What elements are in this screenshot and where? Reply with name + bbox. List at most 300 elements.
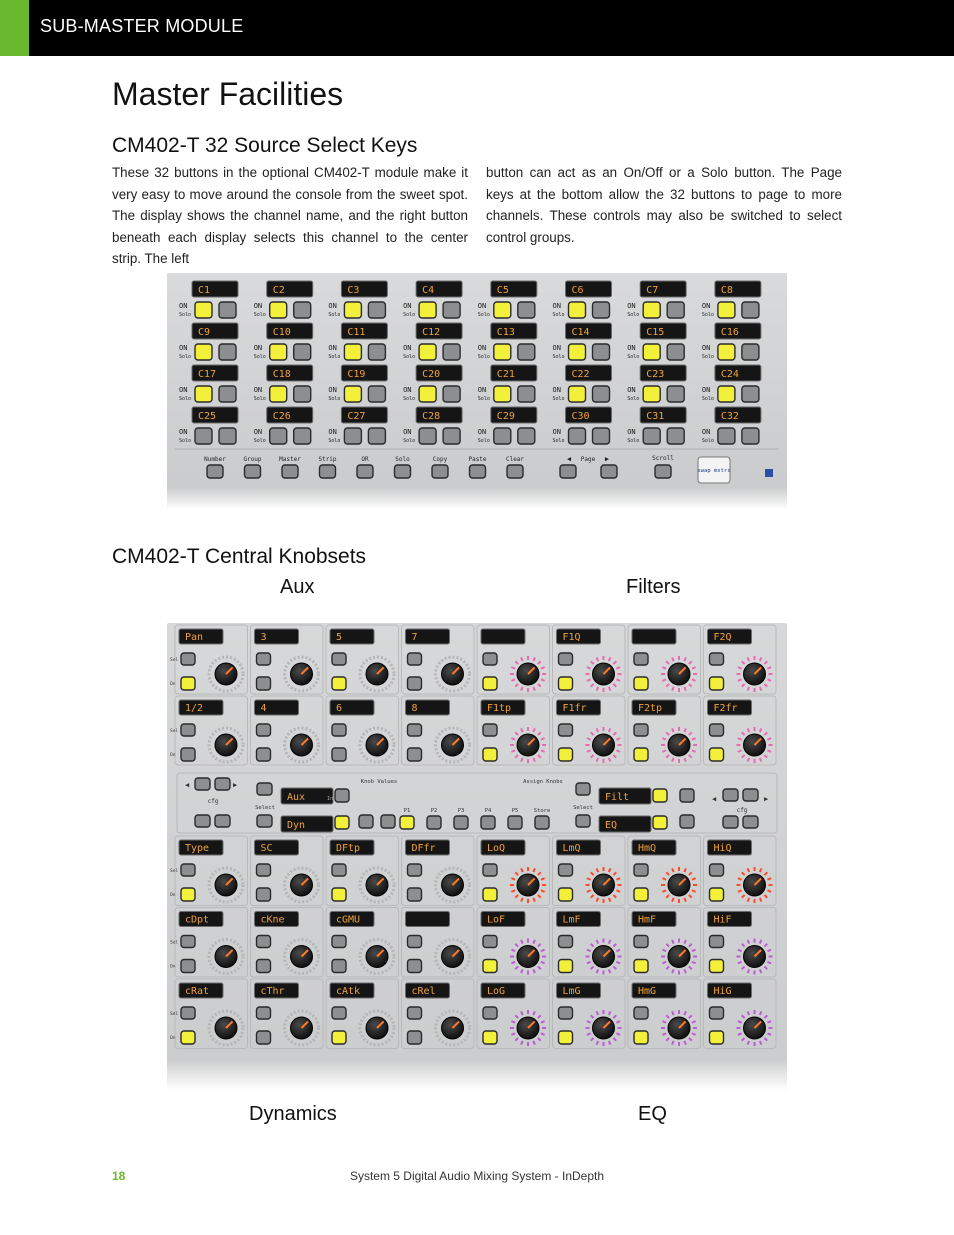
unlit-button[interactable]: [742, 302, 759, 318]
unlit-button[interactable]: [195, 428, 212, 444]
unlit-button[interactable]: [710, 936, 724, 948]
knob-led[interactable]: [597, 687, 599, 691]
unlit-button[interactable]: [508, 816, 522, 829]
knob-led[interactable]: [748, 940, 750, 944]
knob-values-label[interactable]: Knob Values: [360, 779, 398, 785]
knob-led[interactable]: [760, 687, 762, 691]
knob-led[interactable]: [767, 950, 771, 952]
knob-led[interactable]: [662, 750, 666, 752]
unlit-button[interactable]: [569, 428, 586, 444]
unlit-button[interactable]: [368, 428, 385, 444]
unlit-button[interactable]: [593, 386, 610, 402]
unlit-button[interactable]: [742, 344, 759, 360]
knob-led[interactable]: [511, 1033, 515, 1035]
unlit-button[interactable]: [507, 465, 523, 478]
knob-led[interactable]: [511, 679, 515, 681]
unlit-button[interactable]: [257, 677, 271, 690]
knob-led[interactable]: [521, 868, 523, 872]
knob-led[interactable]: [533, 687, 535, 691]
knob-led[interactable]: [609, 940, 611, 944]
knob-led[interactable]: [511, 950, 515, 952]
lit-button[interactable]: [559, 1031, 573, 1044]
unlit-button[interactable]: [667, 302, 684, 318]
unlit-button[interactable]: [427, 816, 441, 829]
knob-led[interactable]: [511, 878, 515, 880]
unlit-button[interactable]: [593, 344, 610, 360]
knob-led[interactable]: [533, 758, 535, 762]
lit-button[interactable]: [710, 1031, 724, 1044]
knob-led[interactable]: [662, 962, 666, 964]
knob-led[interactable]: [511, 1021, 515, 1023]
unlit-button[interactable]: [359, 815, 373, 828]
knob-led[interactable]: [533, 868, 535, 872]
unlit-button[interactable]: [219, 428, 236, 444]
lit-button[interactable]: [419, 344, 436, 360]
assign-knobs-label[interactable]: Assign Knobs: [523, 779, 563, 785]
lit-button[interactable]: [634, 748, 648, 761]
lit-button[interactable]: [634, 960, 648, 973]
unlit-button[interactable]: [181, 748, 195, 761]
unlit-button[interactable]: [667, 344, 684, 360]
lit-button[interactable]: [483, 1031, 497, 1044]
lit-button[interactable]: [344, 344, 361, 360]
knob-led[interactable]: [616, 1033, 620, 1035]
knob-led[interactable]: [511, 962, 515, 964]
lit-button[interactable]: [634, 888, 648, 901]
unlit-button[interactable]: [723, 816, 738, 828]
lit-button[interactable]: [634, 677, 648, 690]
unlit-button[interactable]: [257, 864, 271, 876]
lit-button[interactable]: [494, 386, 511, 402]
unlit-button[interactable]: [443, 302, 460, 318]
unlit-button[interactable]: [408, 1031, 422, 1044]
knob-led[interactable]: [533, 728, 535, 732]
unlit-button[interactable]: [270, 428, 287, 444]
unlit-button[interactable]: [195, 778, 210, 790]
unlit-button[interactable]: [443, 428, 460, 444]
knob-led[interactable]: [738, 950, 742, 952]
lit-button[interactable]: [710, 960, 724, 973]
unlit-button[interactable]: [181, 724, 195, 736]
bottom-key-label[interactable]: OR: [361, 456, 369, 463]
unlit-button[interactable]: [593, 302, 610, 318]
knob-led[interactable]: [521, 940, 523, 944]
knob-led[interactable]: [672, 940, 674, 944]
lit-button[interactable]: [559, 960, 573, 973]
unlit-button[interactable]: [282, 465, 298, 478]
knob-led[interactable]: [767, 1033, 771, 1035]
unlit-button[interactable]: [680, 789, 694, 802]
knob-led[interactable]: [597, 1011, 599, 1015]
unlit-button[interactable]: [559, 653, 573, 665]
unlit-button[interactable]: [344, 428, 361, 444]
knob-led[interactable]: [767, 962, 771, 964]
unlit-button[interactable]: [408, 936, 422, 948]
preset-key-label[interactable]: Store: [533, 808, 551, 814]
knob-led[interactable]: [684, 898, 686, 902]
lit-button[interactable]: [270, 386, 287, 402]
knob-led[interactable]: [767, 878, 771, 880]
lit-button[interactable]: [710, 748, 724, 761]
knob-led[interactable]: [541, 962, 545, 964]
knob-led[interactable]: [597, 898, 599, 902]
knob-led[interactable]: [616, 738, 620, 740]
knob-led[interactable]: [767, 1021, 771, 1023]
unlit-button[interactable]: [219, 302, 236, 318]
knob-led[interactable]: [760, 1041, 762, 1045]
unlit-button[interactable]: [332, 653, 346, 665]
knob-led[interactable]: [760, 969, 762, 973]
knob-led[interactable]: [748, 868, 750, 872]
knob-led[interactable]: [662, 1033, 666, 1035]
knob-led[interactable]: [597, 940, 599, 944]
preset-key-label[interactable]: P1: [403, 808, 411, 814]
unlit-button[interactable]: [710, 1007, 724, 1019]
unlit-button[interactable]: [257, 783, 272, 795]
unlit-button[interactable]: [643, 428, 660, 444]
knob-led[interactable]: [609, 969, 611, 973]
knob-led[interactable]: [748, 758, 750, 762]
unlit-button[interactable]: [332, 960, 346, 973]
knob-led[interactable]: [533, 940, 535, 944]
knob-led[interactable]: [541, 1033, 545, 1035]
unlit-button[interactable]: [443, 386, 460, 402]
unlit-button[interactable]: [518, 302, 535, 318]
unlit-button[interactable]: [559, 1007, 573, 1019]
knob-led[interactable]: [748, 1041, 750, 1045]
knob-led[interactable]: [662, 738, 666, 740]
knob-led[interactable]: [533, 1011, 535, 1015]
unlit-button[interactable]: [381, 815, 395, 828]
knob-led[interactable]: [672, 898, 674, 902]
knob-led[interactable]: [511, 738, 515, 740]
unlit-button[interactable]: [667, 386, 684, 402]
knob-led[interactable]: [616, 890, 620, 892]
knob-led[interactable]: [541, 738, 545, 740]
unlit-button[interactable]: [294, 344, 311, 360]
knob-led[interactable]: [748, 728, 750, 732]
knob-led[interactable]: [587, 878, 591, 880]
knob-led[interactable]: [767, 750, 771, 752]
lit-button[interactable]: [559, 677, 573, 690]
knob-led[interactable]: [684, 728, 686, 732]
lit-button[interactable]: [335, 816, 349, 829]
unlit-button[interactable]: [408, 864, 422, 876]
knob-led[interactable]: [684, 758, 686, 762]
unlit-button[interactable]: [559, 936, 573, 948]
bottom-key-label[interactable]: Group: [243, 456, 262, 463]
lit-button[interactable]: [483, 677, 497, 690]
knob-led[interactable]: [533, 657, 535, 661]
knob-led[interactable]: [521, 687, 523, 691]
knob-led[interactable]: [748, 657, 750, 661]
lit-button[interactable]: [270, 302, 287, 318]
knob-led[interactable]: [692, 667, 696, 669]
knob-led[interactable]: [616, 1021, 620, 1023]
unlit-button[interactable]: [181, 960, 195, 973]
knob-led[interactable]: [672, 728, 674, 732]
unlit-button[interactable]: [432, 465, 448, 478]
lit-button[interactable]: [494, 302, 511, 318]
unlit-button[interactable]: [483, 864, 497, 876]
knob-led[interactable]: [692, 738, 696, 740]
lit-button[interactable]: [718, 302, 735, 318]
knob-led[interactable]: [597, 728, 599, 732]
knob-led[interactable]: [684, 1041, 686, 1045]
unlit-button[interactable]: [483, 936, 497, 948]
unlit-button[interactable]: [257, 724, 271, 736]
unlit-button[interactable]: [518, 386, 535, 402]
knob-led[interactable]: [616, 667, 620, 669]
knob-led[interactable]: [533, 1041, 535, 1045]
unlit-button[interactable]: [483, 653, 497, 665]
bottom-key-label[interactable]: Master: [279, 456, 301, 463]
lit-button[interactable]: [483, 888, 497, 901]
knob-led[interactable]: [672, 868, 674, 872]
knob-led[interactable]: [672, 758, 674, 762]
knob-led[interactable]: [738, 890, 742, 892]
unlit-button[interactable]: [593, 428, 610, 444]
lit-button[interactable]: [195, 302, 212, 318]
knob-led[interactable]: [616, 962, 620, 964]
knob-led[interactable]: [738, 679, 742, 681]
knob-led[interactable]: [511, 667, 515, 669]
unlit-button[interactable]: [395, 465, 411, 478]
knob-led[interactable]: [692, 878, 696, 880]
unlit-button[interactable]: [207, 465, 223, 478]
lit-button[interactable]: [195, 386, 212, 402]
knob-led[interactable]: [767, 738, 771, 740]
knob-led[interactable]: [692, 750, 696, 752]
knob-led[interactable]: [738, 1021, 742, 1023]
knob-led[interactable]: [533, 898, 535, 902]
unlit-button[interactable]: [494, 428, 511, 444]
knob-led[interactable]: [521, 969, 523, 973]
knob-led[interactable]: [760, 868, 762, 872]
lit-button[interactable]: [569, 386, 586, 402]
unlit-button[interactable]: [257, 888, 271, 901]
lit-button[interactable]: [332, 1031, 346, 1044]
unlit-button[interactable]: [443, 344, 460, 360]
unlit-button[interactable]: [667, 428, 684, 444]
knob-led[interactable]: [609, 898, 611, 902]
knob-led[interactable]: [521, 657, 523, 661]
knob-led[interactable]: [616, 750, 620, 752]
unlit-button[interactable]: [181, 653, 195, 665]
unlit-button[interactable]: [294, 386, 311, 402]
lit-button[interactable]: [634, 1031, 648, 1044]
knob-led[interactable]: [692, 950, 696, 952]
unlit-button[interactable]: [470, 465, 486, 478]
unlit-button[interactable]: [742, 386, 759, 402]
knob-led[interactable]: [760, 940, 762, 944]
lit-button[interactable]: [653, 816, 667, 829]
knob-led[interactable]: [692, 962, 696, 964]
unlit-button[interactable]: [181, 936, 195, 948]
knob-led[interactable]: [541, 679, 545, 681]
lit-button[interactable]: [643, 386, 660, 402]
unlit-button[interactable]: [559, 864, 573, 876]
knob-led[interactable]: [672, 1041, 674, 1045]
unlit-button[interactable]: [601, 465, 617, 478]
bottom-key-label[interactable]: Number: [204, 456, 226, 463]
knob-led[interactable]: [672, 687, 674, 691]
knob-led[interactable]: [738, 667, 742, 669]
knob-led[interactable]: [760, 758, 762, 762]
bottom-key-label[interactable]: Strip: [318, 456, 337, 463]
knob-led[interactable]: [609, 728, 611, 732]
lit-button[interactable]: [653, 789, 667, 802]
lit-button[interactable]: [569, 344, 586, 360]
knob-led[interactable]: [597, 969, 599, 973]
knob-led[interactable]: [511, 750, 515, 752]
unlit-button[interactable]: [634, 864, 648, 876]
unlit-button[interactable]: [368, 344, 385, 360]
unlit-button[interactable]: [535, 816, 549, 829]
lit-button[interactable]: [181, 1031, 195, 1044]
lit-button[interactable]: [400, 816, 414, 829]
unlit-button[interactable]: [634, 653, 648, 665]
unlit-button[interactable]: [257, 960, 271, 973]
unlit-button[interactable]: [257, 748, 271, 761]
knob-led[interactable]: [541, 950, 545, 952]
unlit-button[interactable]: [634, 724, 648, 736]
unlit-button[interactable]: [332, 936, 346, 948]
unlit-button[interactable]: [408, 677, 422, 690]
lit-button[interactable]: [181, 677, 195, 690]
knob-led[interactable]: [684, 969, 686, 973]
knob-led[interactable]: [587, 738, 591, 740]
knob-led[interactable]: [521, 1041, 523, 1045]
unlit-button[interactable]: [710, 864, 724, 876]
unlit-button[interactable]: [257, 936, 271, 948]
knob-led[interactable]: [521, 728, 523, 732]
bottom-key-label[interactable]: Solo: [395, 456, 410, 463]
unlit-button[interactable]: [419, 428, 436, 444]
knob-led[interactable]: [738, 962, 742, 964]
knob-led[interactable]: [692, 679, 696, 681]
knob-led[interactable]: [748, 1011, 750, 1015]
knob-led[interactable]: [760, 898, 762, 902]
unlit-button[interactable]: [294, 428, 311, 444]
lit-button[interactable]: [569, 302, 586, 318]
knob-led[interactable]: [521, 1011, 523, 1015]
knob-led[interactable]: [684, 657, 686, 661]
unlit-button[interactable]: [332, 864, 346, 876]
bottom-key-label[interactable]: Copy: [432, 456, 448, 463]
knob-led[interactable]: [662, 950, 666, 952]
unlit-button[interactable]: [245, 465, 261, 478]
knob-led[interactable]: [760, 657, 762, 661]
lit-button[interactable]: [710, 677, 724, 690]
unlit-button[interactable]: [576, 783, 590, 795]
lit-button[interactable]: [494, 344, 511, 360]
unlit-button[interactable]: [408, 748, 422, 761]
unlit-button[interactable]: [332, 724, 346, 736]
unlit-button[interactable]: [718, 428, 735, 444]
knob-led[interactable]: [587, 1033, 591, 1035]
knob-led[interactable]: [609, 758, 611, 762]
knob-led[interactable]: [692, 1033, 696, 1035]
lit-button[interactable]: [559, 748, 573, 761]
unlit-button[interactable]: [742, 428, 759, 444]
lit-button[interactable]: [419, 302, 436, 318]
knob-led[interactable]: [587, 890, 591, 892]
knob-led[interactable]: [738, 878, 742, 880]
unlit-button[interactable]: [219, 386, 236, 402]
unlit-button[interactable]: [219, 344, 236, 360]
unlit-button[interactable]: [335, 789, 349, 802]
knob-led[interactable]: [587, 1021, 591, 1023]
unlit-button[interactable]: [332, 1007, 346, 1019]
unlit-button[interactable]: [368, 302, 385, 318]
knob-led[interactable]: [609, 868, 611, 872]
knob-led[interactable]: [738, 1033, 742, 1035]
bottom-key-label[interactable]: Paste: [468, 456, 487, 463]
knob-led[interactable]: [609, 687, 611, 691]
unlit-button[interactable]: [483, 724, 497, 736]
lit-button[interactable]: [710, 888, 724, 901]
unlit-button[interactable]: [215, 815, 230, 827]
unlit-button[interactable]: [320, 465, 336, 478]
unlit-button[interactable]: [181, 1007, 195, 1019]
unlit-button[interactable]: [181, 864, 195, 876]
lit-button[interactable]: [270, 344, 287, 360]
unlit-button[interactable]: [357, 465, 373, 478]
knob-led[interactable]: [662, 667, 666, 669]
lit-button[interactable]: [419, 386, 436, 402]
knob-led[interactable]: [609, 1011, 611, 1015]
lit-button[interactable]: [344, 302, 361, 318]
knob-led[interactable]: [672, 657, 674, 661]
knob-led[interactable]: [587, 679, 591, 681]
knob-led[interactable]: [597, 758, 599, 762]
knob-led[interactable]: [521, 758, 523, 762]
bottom-key-label[interactable]: Clear: [505, 456, 525, 463]
unlit-button[interactable]: [454, 816, 468, 829]
knob-led[interactable]: [662, 878, 666, 880]
knob-led[interactable]: [587, 950, 591, 952]
knob-led[interactable]: [541, 878, 545, 880]
knob-led[interactable]: [597, 657, 599, 661]
knob-led[interactable]: [748, 898, 750, 902]
knob-led[interactable]: [692, 890, 696, 892]
knob-led[interactable]: [609, 657, 611, 661]
knob-led[interactable]: [616, 950, 620, 952]
knob-led[interactable]: [541, 890, 545, 892]
knob-led[interactable]: [662, 890, 666, 892]
unlit-button[interactable]: [481, 816, 495, 829]
unlit-button[interactable]: [518, 428, 535, 444]
lit-button[interactable]: [643, 302, 660, 318]
lit-button[interactable]: [195, 344, 212, 360]
knob-led[interactable]: [587, 667, 591, 669]
unlit-button[interactable]: [368, 386, 385, 402]
lit-button[interactable]: [643, 344, 660, 360]
knob-led[interactable]: [684, 868, 686, 872]
knob-led[interactable]: [767, 679, 771, 681]
unlit-button[interactable]: [723, 789, 738, 801]
knob-led[interactable]: [533, 969, 535, 973]
unlit-button[interactable]: [215, 778, 230, 790]
unlit-button[interactable]: [408, 960, 422, 973]
unlit-button[interactable]: [257, 1007, 271, 1019]
knob-led[interactable]: [541, 750, 545, 752]
unlit-button[interactable]: [408, 724, 422, 736]
knob-led[interactable]: [738, 750, 742, 752]
knob-led[interactable]: [587, 750, 591, 752]
knob-led[interactable]: [521, 898, 523, 902]
